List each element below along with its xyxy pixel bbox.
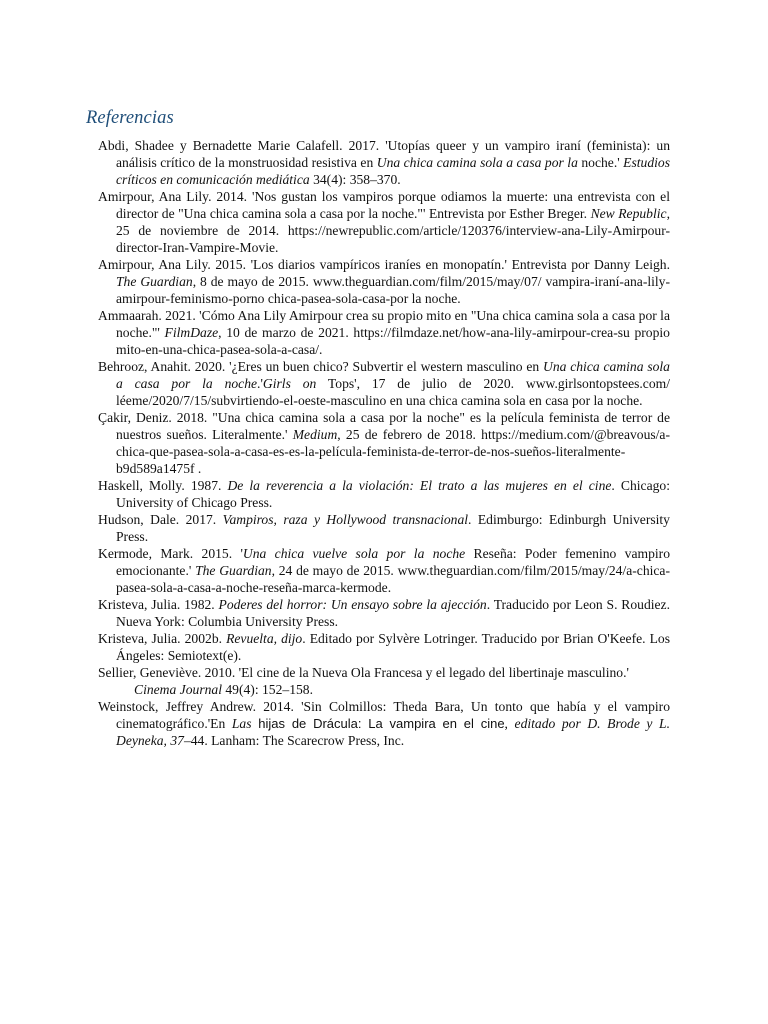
- reference-text: ,: [504, 716, 515, 731]
- reference-text: , 8 de mayo de 2015. www.theguardian.com/film/2015/may/07/ vampira-iraní-ana-lily-amirpour-feminismo-porno chica-pasea-sola-casa-por la noche.: [116, 274, 671, 306]
- reference-text: Kermode, Mark. 2015. ': [98, 546, 243, 561]
- reference-italic-text: Una chica camina sola a casa por la noche: [116, 359, 670, 391]
- reference-entry-kristeva-1982: [98, 596, 670, 630]
- reference-text: Abdi, Shadee y Bernadette Marie Calafell. 2017. 'Utopías queer y un vampiro iraní (feminista): un análisis crítico de la monstruosidad resistiva en: [98, 138, 670, 170]
- reference-entry-hudson: [98, 511, 670, 545]
- reference-entry-kermode: [98, 545, 670, 596]
- reference-italic-text: Revuelta, dijo: [226, 631, 303, 646]
- reference-text: –44. Lanham: The Scarecrow Press, Inc.: [183, 733, 405, 748]
- reference-text: Hudson, Dale. 2017.: [98, 512, 223, 527]
- reference-text: . Editado por Sylvère Lotringer. Traducido por Brian O'Keefe. Los Ángeles: Semiotext(e).: [116, 631, 670, 663]
- reference-text: Amirpour, Ana Lily. 2014. 'Nos gustan los vampiros porque odiamos la muerte: una entrevista con el director de "Una chica camina sola a casa por la noche."' Entrevista por Esther Breger.: [98, 189, 670, 221]
- reference-text: Tops', 17 de julio de 2020. www.girlsontopstees.com/ léeme/2020/7/15/subvirtiendo-el-oeste-masculino en una chica camina sola en casa por la noche.: [116, 376, 670, 408]
- reference-text: , 25 de noviembre de 2014. https://newrepublic.com/article/120376/interview-ana-Lily-Amirpour-director-Iran-Vampire-Movie.: [116, 206, 670, 255]
- reference-italic-text: Una chica vuelve sola por la noche: [242, 546, 466, 561]
- reference-text: Sellier, Geneviève. 2010. 'El cine de la Nueva Ola Francesa y el legado del libertinaje masculino.': [98, 665, 629, 680]
- reference-entry-kristeva-2002: [98, 630, 670, 664]
- reference-italic-text: Una chica camina sola a casa por la: [376, 155, 578, 170]
- reference-text: . Traducido por Leon S. Roudiez. Nueva York: Columbia University Press.: [116, 597, 670, 629]
- reference-italic-text: Poderes del horror: Un ensayo sobre la ajección: [218, 597, 487, 612]
- reference-italic-text: Medium: [292, 427, 338, 442]
- reference-entry-weinstock: [98, 698, 670, 749]
- reference-entry-ammaarah: [98, 307, 670, 358]
- reference-text: Ammaarah. 2021. 'Cómo Ana Lily Amirpour crea su propio mito en "Una chica camina sola a casa por la noche."': [98, 308, 670, 340]
- reference-italic-text: Girls on: [262, 376, 317, 391]
- reference-italic-text: New Republic: [590, 206, 667, 221]
- reference-entry-amirpour-2014: [98, 188, 670, 256]
- reference-text: Reseña: Poder femenino vampiro emocionante.': [116, 546, 670, 578]
- reference-text: 34(4): 358–370.: [309, 172, 401, 187]
- reference-text: Kristeva, Julia. 1982.: [98, 597, 219, 612]
- reference-text: , 25 de febrero de 2018. https://medium.com/@breavous/a-chica-que-pasea-sola-a-casa-es-es-la-película-feminista-de-terror-de-nos-sueños-literalmente-b9d589a1475f .: [116, 427, 670, 476]
- reference-text: .': [257, 376, 263, 391]
- reference-italic-text: Vampiros, raza y Hollywood transnacional: [222, 512, 469, 527]
- reference-text: , 24 de mayo de 2015. www.theguardian.com/film/2015/may/24/a-chica-pasea-sola-a-casa-a-noche-reseña-marca-kermode.: [116, 563, 670, 595]
- reference-text: Amirpour, Ana Lily. 2015. 'Los diarios vampíricos iraníes en monopatín.' Entrevista por Danny Leigh.: [98, 257, 670, 272]
- reference-continuation: [116, 681, 670, 698]
- reference-entry-haskell: [98, 477, 670, 511]
- references-list: [98, 137, 670, 749]
- reference-text: noche.': [577, 155, 624, 170]
- reference-entry-amirpour-2015: [98, 256, 670, 307]
- reference-italic-text: Estudios críticos en comunicación mediática: [116, 155, 670, 187]
- reference-italic-text: Las: [231, 716, 252, 731]
- reference-text: . Chicago: University of Chicago Press.: [116, 478, 670, 510]
- reference-italic-text: editado por D. Brode y L. Deyneka, 37: [116, 716, 670, 748]
- reference-italic-text: FilmDaze: [164, 325, 219, 340]
- reference-entry-cakir: [98, 409, 670, 477]
- reference-text: Behrooz, Anahit. 2020. '¿Eres un buen chico? Subvertir el western masculino en: [98, 359, 543, 374]
- reference-text: Haskell, Molly. 1987.: [98, 478, 228, 493]
- reference-entry-behrooz: [98, 358, 670, 409]
- reference-text: , 10 de marzo de 2021. https://filmdaze.net/how-ana-lily-amirpour-crea-su propio mito-en-una-chica-pasea-sola-a-casa/.: [116, 325, 670, 357]
- reference-italic-text: De la reverencia a la violación: El trato a las mujeres en el cine: [227, 478, 612, 493]
- reference-entry-abdi: [98, 137, 670, 188]
- reference-italic-text: The Guardian: [195, 563, 272, 578]
- reference-text: Kristeva, Julia. 2002b.: [98, 631, 227, 646]
- page-title: Referencias: [86, 108, 174, 128]
- reference-text: Weinstock, Jeffrey Andrew. 2014. 'Sin Colmillos: Theda Bara, Un tonto que había y el vampiro cinematográfico.'En: [98, 699, 670, 731]
- reference-entry-sellier: [98, 664, 670, 698]
- reference-text: 49(4): 152–158.: [221, 682, 313, 697]
- reference-text: Çakir, Deniz. 2018. "Una chica camina sola a casa por la noche" es la película feminista de terror de nuestros sueños. Literalmente.': [98, 410, 670, 442]
- reference-italic-text: Cinema Journal: [134, 682, 222, 697]
- reference-italic-text: The Guardian: [116, 274, 193, 289]
- reference-text: hijas de Drácula: La vampira en el cine: [251, 716, 505, 731]
- reference-text: . Edimburgo: Edinburgh University Press.: [116, 512, 670, 544]
